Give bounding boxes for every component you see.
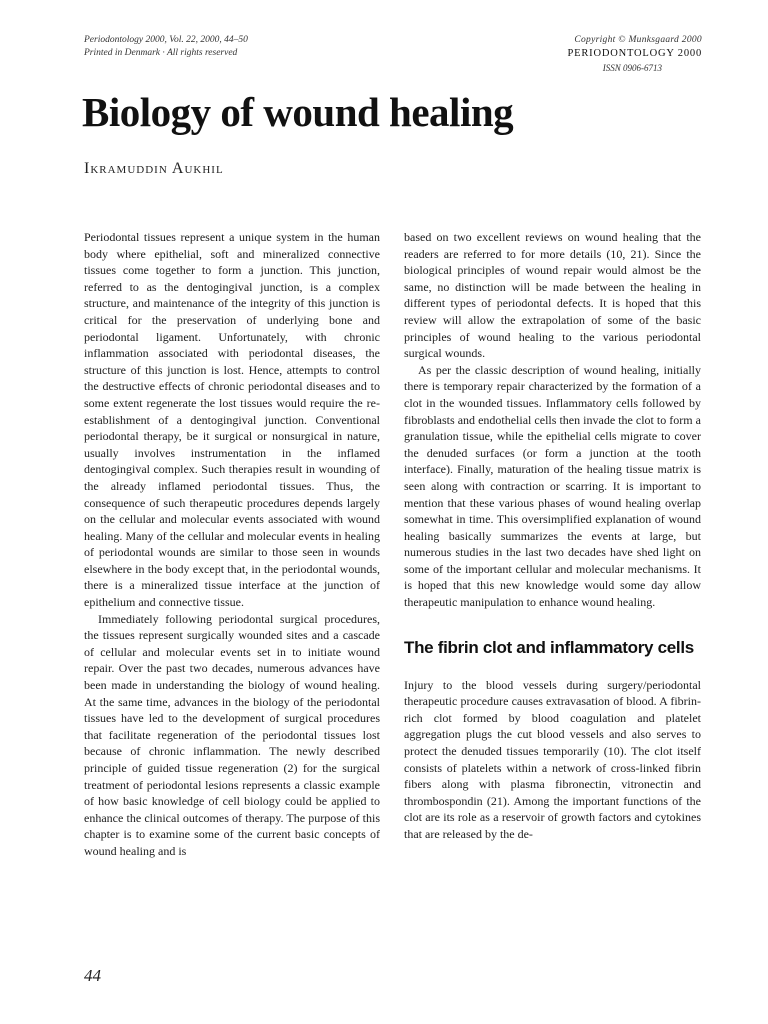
journal-block xyxy=(568,33,703,75)
citation-block xyxy=(84,34,248,59)
left-column xyxy=(84,229,380,860)
copyright-notice: Copyright © Munksgaard 2000 xyxy=(574,35,702,45)
journal-name: PERIODONTOLOGY 2000 xyxy=(567,48,702,59)
article-title: Biology of wound healing xyxy=(82,89,514,135)
body-paragraph: As per the classic description of wound healing, initially there is temporary repair characterized by the formation of a clot in the wounded tissues. Inflammatory cells followed by fibroblasts and endothelial cells then invade the clot to form a granulation tissue, while the epithelial cells migrate to cover the denuded surfaces (or form a junction at the tooth interface). Finally, maturation of the healing tissue matrix is seen along with contraction or scarring. It is important to mention that these various phases of wound healing overlap somewhat in time. This oversimplified explanation of wound healing basically summarizes the events at large, but numerous studies in the last two decades have shed light on some of the important cellular and molecular mechanisms. It is hoped that this new knowledge would some day allow therapeutic manipulation to enhance wound healing. xyxy=(404,362,701,610)
journal-citation: Periodontology 2000, Vol. 22, 2000, 44–50 xyxy=(84,35,248,45)
page-number: 44 xyxy=(84,966,101,985)
body-paragraph: based on two excellent reviews on wound healing that the readers are referred to for more details (10, 21). Since the biological principles of wound repair would almost be the same, no distinction will be made between the healing in different types of periodontal defects. It is hoped that this review will allow the extrapolation of some of the basic principles of wound healing to the various periodontal surgical wounds. xyxy=(404,230,701,361)
right-column xyxy=(404,229,701,843)
body-paragraph: Periodontal tissues represent a unique system in the human body where epithelial, soft and mineralized connective tissues come together to form a junction. This junction, referred to as the dentogingival junction, is a complex structure, and maintenance of the integrity of this junction is critical for the preservation of underlying bone and periodontal ligament. Unfortunately, with chronic inflammation associated with periodontal diseases, the structure of this junction is lost. Hence, attempts to control the destructive effects of chronic periodontal diseases and to some extent regenerate the lost tissues would require the re-establishment of a dentogingival junction. Conventional periodontal therapy, be it surgical or nonsurgical in nature, usually involves instrumentation in the inflamed dentogingival complex. Such therapies result in wounding of the already inflamed periodontal tissues. Thus, the consequence of such therapeutic procedures depends largely on the cellular and molecular events associated with wound healing. Many of the cellular and molecular events in healing of periodontal wounds are similar to those seen in wounds elsewhere in the body except that, in the periodontal wounds, there is a mineralized tissue interface at the junction of epithelium and connective tissue. xyxy=(84,230,380,610)
issn: ISSN 0906-6713 xyxy=(602,63,662,73)
article-author: Ikramuddin Aukhil xyxy=(84,160,224,177)
printed-notice: Printed in Denmark · All rights reserved xyxy=(84,47,238,58)
body-paragraph: Injury to the blood vessels during surgery/periodontal therapeutic procedure causes extravasation of blood. A fibrin-rich clot formed by blood coagulation and platelet aggregation plugs the cut blood vessels and also serves to protect the denuded tissues temporarily (10). The clot itself consists of platelets within a network of cross-linked fibrin fibers along with plasma fibronectin, vitronectin and thrombospondin (21). Among the important functions of the clot are its role as a reservoir of growth factors and cytokines that are released by the de- xyxy=(404,677,701,841)
section-heading: The fibrin clot and inflammatory cells xyxy=(404,637,694,657)
body-paragraph: Immediately following periodontal surgical procedures, the tissues represent surgically wounded sites and a cascade of cellular and molecular events set in to initiate wound repair. Over the past two decades, numerous advances have been made in understanding the biology of wound healing. At the same time, advances in the biology of the periodontal tissues have led to the development of surgical procedures that facilitate regeneration of the periodontal tissues lost because of chronic inflammation. The newly described principle of guided tissue regeneration (2) for the surgical treatment of periodontal lesions represents a classic example of how basic knowledge of cell biology could be applied to enhance the clinical outcomes of therapy. The purpose of this chapter is to examine some of the current basic concepts of wound healing and is xyxy=(84,611,380,858)
